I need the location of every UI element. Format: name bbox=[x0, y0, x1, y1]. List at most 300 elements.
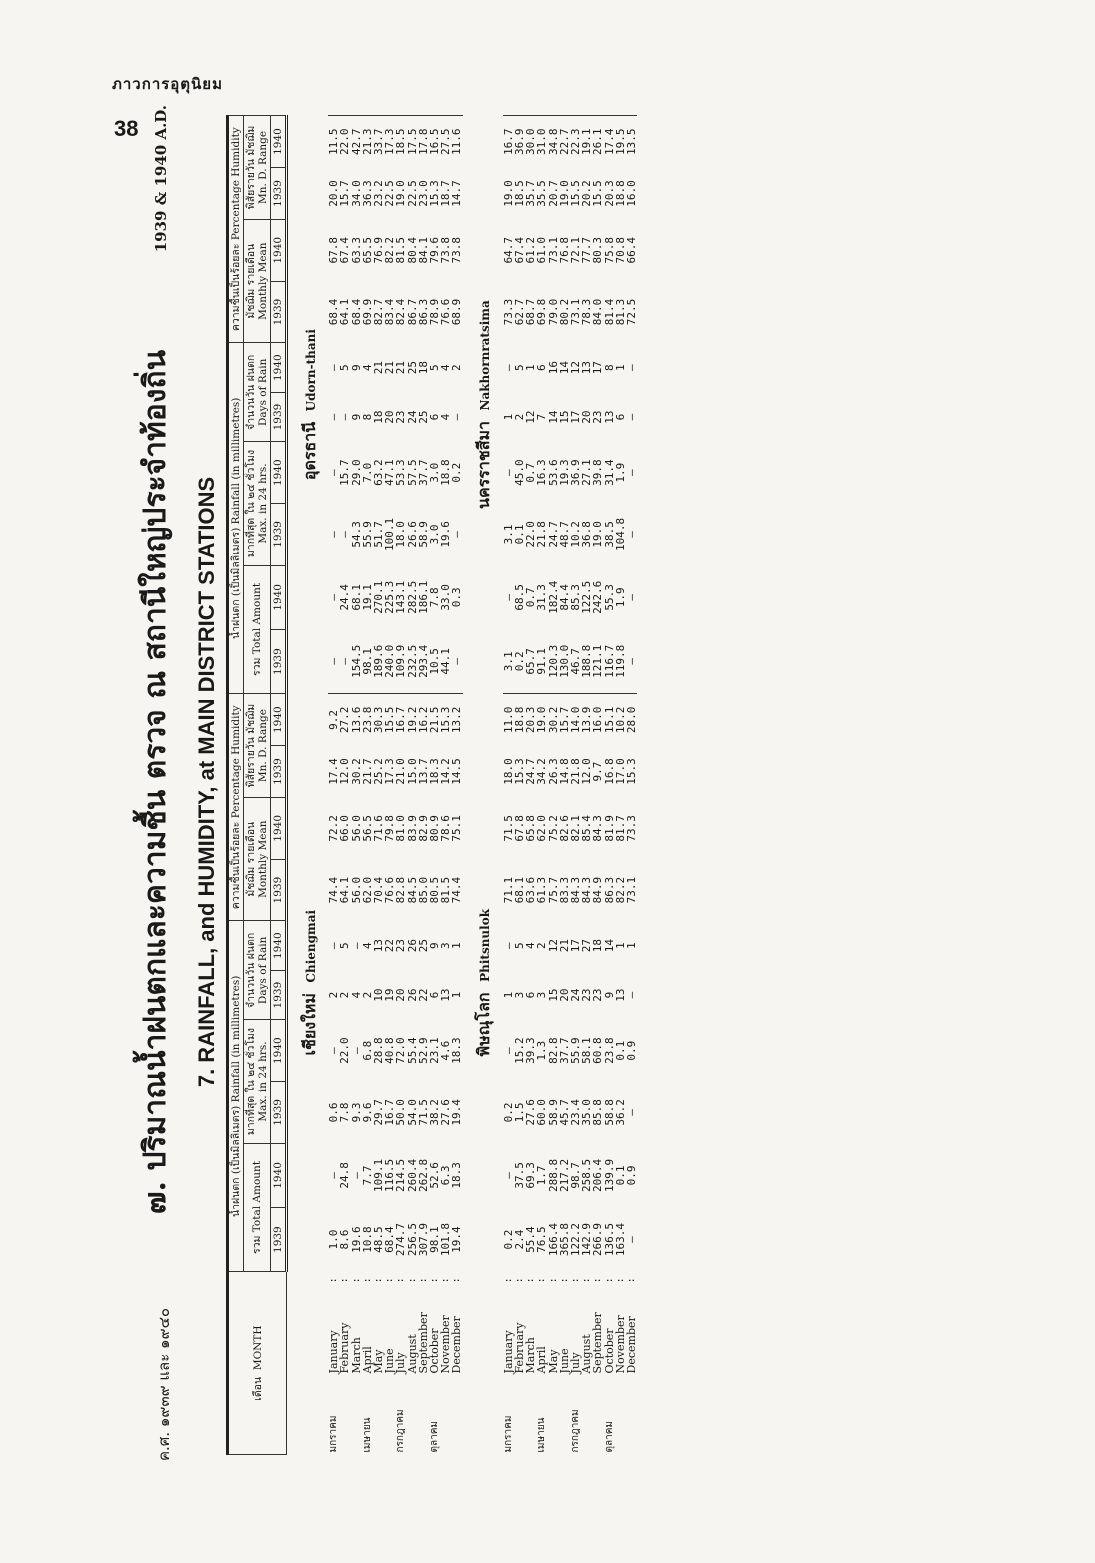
data-cell: 63.2 bbox=[372, 459, 386, 486]
data-cell: 9 bbox=[349, 413, 363, 421]
thai-month-label bbox=[351, 1375, 362, 1454]
data-cell: 23 bbox=[591, 988, 605, 1002]
data-cell: 30.3 bbox=[373, 694, 384, 746]
data-cell: 33.0 bbox=[439, 584, 453, 611]
station-name-en: Phitsnulok bbox=[478, 908, 493, 982]
data-cell: 55.4 bbox=[405, 1037, 419, 1064]
data-cell: 73.1 bbox=[546, 237, 560, 264]
data-cell: 3 bbox=[535, 991, 549, 999]
data-cell: 39.3 bbox=[524, 1037, 538, 1064]
data-cell: 45.0 bbox=[512, 459, 526, 486]
data-cell: 21 bbox=[394, 361, 408, 375]
station-name-thai: พิษณุโลก bbox=[474, 992, 494, 1057]
monthly-mean-header-2: มัชฌิม รายเดือน Monthly Mean bbox=[244, 219, 271, 343]
data-cell: 274.7 bbox=[394, 1223, 408, 1257]
data-cell: 217.2 bbox=[557, 1158, 571, 1192]
data-cell: 68.7 bbox=[524, 298, 538, 326]
data-cell: 17.3 bbox=[384, 116, 395, 168]
data-cell: 27.6 bbox=[524, 1099, 538, 1126]
thai-month-label: ตุลาคม bbox=[429, 1420, 441, 1453]
month-label: August bbox=[405, 1334, 419, 1374]
data-cell: 54.0 bbox=[405, 1099, 419, 1126]
data-cell: 63.3 bbox=[349, 237, 363, 264]
data-cell: 11.6 bbox=[451, 116, 462, 168]
data-cell: — bbox=[624, 1236, 638, 1243]
data-cell: 2 bbox=[535, 942, 549, 949]
station-name-thai: เชียงใหม่ bbox=[299, 993, 319, 1056]
data-cell: 86.3 bbox=[416, 298, 430, 326]
data-cell: 20.3 bbox=[525, 694, 536, 746]
data-cell: 14.8 bbox=[557, 758, 571, 785]
data-cell: 30.2 bbox=[349, 758, 363, 785]
station-name bbox=[287, 116, 329, 694]
data-cell: 19.5 bbox=[615, 116, 626, 168]
data-cell: 18.5 bbox=[395, 116, 406, 168]
data-cell: 9.3 bbox=[349, 1102, 363, 1123]
data-cell: 85.8 bbox=[591, 1099, 605, 1126]
thai-month-label bbox=[451, 1375, 462, 1454]
data-cell: 9 bbox=[602, 991, 616, 999]
month-label: September bbox=[591, 1312, 605, 1374]
data-cell: 71.1 bbox=[501, 876, 515, 904]
data-cell: 0.9 bbox=[624, 1040, 638, 1061]
data-cell: 63.6 bbox=[524, 876, 538, 904]
data-cell: 76.9 bbox=[372, 237, 386, 264]
data-cell: 85.4 bbox=[580, 815, 594, 842]
data-cell: 3.0 bbox=[428, 524, 442, 545]
data-cell: 142.9 bbox=[580, 1223, 594, 1257]
data-cell: 18.0 bbox=[501, 758, 515, 785]
month-label: July bbox=[394, 1352, 408, 1374]
data-cell: — bbox=[327, 658, 341, 665]
data-cell: 65.7 bbox=[524, 648, 538, 675]
month-label: April bbox=[535, 1346, 549, 1374]
data-cell: 40.8 bbox=[383, 1037, 397, 1064]
data-cell: 71.6 bbox=[372, 815, 386, 842]
data-cell: 27.1 bbox=[580, 459, 594, 486]
data-cell: 67.8 bbox=[512, 815, 526, 842]
data-cell: 64.1 bbox=[338, 298, 352, 326]
data-cell: 10.2 bbox=[568, 521, 582, 548]
data-cell: 75.7 bbox=[546, 876, 560, 904]
data-cell: 55.4 bbox=[524, 1226, 538, 1253]
data-cell: 23.4 bbox=[568, 1099, 582, 1126]
data-cell: 84.1 bbox=[416, 237, 430, 264]
data-cell: 82.6 bbox=[557, 815, 571, 842]
data-cell: 21.7 bbox=[360, 758, 374, 785]
data-cell: 120.3 bbox=[546, 644, 560, 678]
leader-dots: : bbox=[328, 1277, 340, 1284]
data-cell: 29.7 bbox=[372, 1099, 386, 1126]
leader-dots: : bbox=[603, 1277, 615, 1284]
data-cell: — bbox=[327, 364, 341, 371]
data-cell: 18.8 bbox=[439, 459, 453, 486]
data-cell: 17 bbox=[591, 361, 605, 375]
data-cell: 13.5 bbox=[626, 116, 637, 168]
leader-dots: : bbox=[581, 1277, 593, 1284]
data-cell: 1 bbox=[501, 413, 515, 421]
data-cell: 2 bbox=[327, 991, 341, 999]
data-cell: 64.1 bbox=[338, 876, 352, 904]
data-cell: 36.9 bbox=[568, 459, 582, 486]
data-cell: 57.5 bbox=[405, 459, 419, 486]
data-cell: 84.9 bbox=[591, 876, 605, 904]
data-cell: 2 bbox=[338, 991, 352, 999]
table-body bbox=[287, 116, 637, 1455]
data-cell: 16.7 bbox=[503, 116, 514, 168]
data-cell: 23.0 bbox=[416, 180, 430, 207]
data-cell: 9 bbox=[428, 942, 442, 949]
english-title: 7. RAINFALL, and HUMIDITY, at MAIN DISTRICT STATIONS bbox=[194, 476, 219, 1088]
data-cell: 26 bbox=[405, 988, 419, 1002]
data-cell: 18.3 bbox=[428, 758, 442, 785]
data-cell: — bbox=[624, 991, 638, 999]
data-cell: 69.8 bbox=[535, 298, 549, 326]
month-label: December bbox=[450, 1316, 464, 1374]
data-cell: 64.7 bbox=[501, 237, 515, 264]
data-cell: 82.9 bbox=[416, 815, 430, 842]
leader-dots: : bbox=[395, 1277, 407, 1284]
data-cell: 37.7 bbox=[557, 1037, 571, 1064]
data-cell: 7.8 bbox=[338, 1102, 352, 1123]
data-cell: 82.8 bbox=[546, 1037, 560, 1064]
data-cell: 214.5 bbox=[394, 1158, 408, 1192]
data-cell: 37.5 bbox=[512, 1162, 526, 1189]
data-cell: 72.1 bbox=[568, 237, 582, 264]
data-cell: 3 bbox=[512, 991, 526, 999]
data-cell: 101.8 bbox=[439, 1223, 453, 1257]
data-cell: 13.9 bbox=[581, 694, 592, 746]
data-cell: — bbox=[327, 1172, 341, 1179]
data-cell: 68.1 bbox=[349, 584, 363, 611]
data-cell: 68.4 bbox=[383, 1226, 397, 1253]
data-cell: 5 bbox=[428, 364, 442, 371]
data-cell: 3.1 bbox=[501, 524, 515, 545]
data-cell: 23.2 bbox=[372, 180, 386, 207]
data-cell: 15.7 bbox=[338, 180, 352, 207]
data-cell: 1.7 bbox=[535, 1165, 549, 1186]
data-cell: 232.5 bbox=[405, 644, 419, 678]
humidity-group-header-2: ความชื้นเป็นร้อยละ Percentage Humidity bbox=[228, 116, 244, 343]
data-cell: 4 bbox=[439, 413, 453, 421]
data-cell: 13 bbox=[439, 988, 453, 1002]
month-label: August bbox=[580, 1334, 594, 1374]
data-cell: 20.3 bbox=[602, 180, 616, 207]
data-cell: 10.8 bbox=[360, 1226, 374, 1253]
leader-dots: : bbox=[592, 1277, 604, 1284]
year-header-cell: 1940 bbox=[271, 797, 287, 859]
data-cell: 21.5 bbox=[429, 694, 440, 746]
data-cell: 22.0 bbox=[524, 521, 538, 548]
thai-month-label bbox=[418, 1375, 429, 1454]
month-label: June bbox=[383, 1348, 397, 1374]
month-label: October bbox=[428, 1328, 442, 1374]
leader-dots: : bbox=[502, 1277, 514, 1284]
data-cell: 0.2 bbox=[501, 1229, 515, 1250]
data-cell: 75.1 bbox=[450, 815, 464, 842]
data-cell: 36.2 bbox=[613, 1099, 627, 1126]
data-cell: 72.0 bbox=[394, 1037, 408, 1064]
data-cell: 16.8 bbox=[602, 758, 616, 785]
data-cell: 0.2 bbox=[512, 651, 526, 672]
data-cell: 116.5 bbox=[383, 1158, 397, 1192]
data-cell: 16.5 bbox=[429, 116, 440, 168]
data-cell: 15.7 bbox=[338, 459, 352, 486]
data-cell: 307.9 bbox=[416, 1223, 430, 1257]
data-cell: 7.0 bbox=[360, 462, 374, 483]
data-cell: 62.7 bbox=[512, 298, 526, 326]
data-cell: 31.4 bbox=[602, 459, 616, 486]
data-cell: — bbox=[624, 531, 638, 538]
data-cell: 68.4 bbox=[349, 298, 363, 326]
data-cell: 68.9 bbox=[450, 298, 464, 326]
data-cell: 25 bbox=[416, 410, 430, 424]
data-cell: 86.7 bbox=[405, 298, 419, 326]
data-cell: — bbox=[338, 413, 352, 421]
data-cell: 50.0 bbox=[394, 1099, 408, 1126]
data-cell: 68.5 bbox=[512, 584, 526, 611]
data-cell: 81.4 bbox=[602, 298, 616, 326]
data-cell: — bbox=[327, 413, 341, 421]
data-cell: 20 bbox=[580, 410, 594, 424]
data-cell: 11.0 bbox=[503, 694, 514, 746]
data-cell: 23 bbox=[394, 410, 408, 424]
data-cell: 100.1 bbox=[383, 517, 397, 551]
data-cell: 19.0 bbox=[557, 180, 571, 207]
data-cell: 38.2 bbox=[428, 1099, 442, 1126]
month-header: เดือน MONTH bbox=[228, 1272, 287, 1455]
data-cell: — bbox=[624, 658, 638, 665]
data-cell: 17.4 bbox=[327, 758, 341, 785]
data-cell: 14.0 bbox=[570, 694, 581, 746]
data-cell: 30.0 bbox=[525, 116, 536, 168]
station-name-en: Nakhornratsima bbox=[478, 300, 493, 411]
leader-dots: : bbox=[558, 1277, 570, 1284]
data-cell: 27.6 bbox=[439, 1099, 453, 1126]
data-cell: 81.7 bbox=[613, 815, 627, 842]
data-cell: 16 bbox=[546, 361, 560, 375]
leader-dots: : bbox=[373, 1277, 385, 1284]
data-cell: 143.1 bbox=[394, 580, 408, 614]
data-cell: 23 bbox=[394, 939, 408, 953]
year-header-cell: 1940 bbox=[271, 921, 287, 970]
humidity-group-header: ความชื้นเป็นร้อยละ Percentage Humidity bbox=[228, 694, 244, 921]
data-cell: 58.9 bbox=[416, 521, 430, 548]
data-cell: 34.2 bbox=[535, 758, 549, 785]
data-cell: 1 bbox=[524, 364, 538, 371]
range-header: พิสัยรายวัน มัชฌิม Mn. D. Range bbox=[244, 694, 271, 798]
data-cell: 18.3 bbox=[450, 1037, 464, 1064]
data-cell: — bbox=[450, 531, 464, 538]
data-cell: 83.4 bbox=[383, 298, 397, 326]
data-cell: 23 bbox=[580, 988, 594, 1002]
data-cell: 45.7 bbox=[557, 1099, 571, 1126]
data-cell: 1.9 bbox=[613, 462, 627, 483]
data-cell: 25.2 bbox=[372, 758, 386, 785]
data-cell: 22.3 bbox=[570, 116, 581, 168]
data-cell: 28.8 bbox=[372, 1037, 386, 1064]
table-row bbox=[536, 116, 547, 1455]
data-cell: 4 bbox=[439, 364, 453, 371]
data-cell: 80.9 bbox=[428, 815, 442, 842]
data-cell: 71.5 bbox=[416, 1099, 430, 1126]
data-cell: 13.2 bbox=[451, 694, 462, 746]
data-cell: 21.8 bbox=[535, 521, 549, 548]
data-cell: 20.2 bbox=[580, 180, 594, 207]
data-cell: 2 bbox=[450, 364, 464, 371]
data-cell: 0.3 bbox=[450, 587, 464, 608]
data-cell: 77.7 bbox=[580, 237, 594, 264]
data-cell: 15.3 bbox=[440, 694, 451, 746]
data-cell: 16.7 bbox=[383, 1099, 397, 1126]
year-label: 1939 & 1940 A.D. bbox=[152, 105, 170, 253]
thai-month-label: กรกฎาคม bbox=[395, 1409, 407, 1453]
data-cell: 3.1 bbox=[501, 651, 515, 672]
month-label: April bbox=[360, 1346, 374, 1374]
data-cell: 36.8 bbox=[580, 521, 594, 548]
data-cell: 16.0 bbox=[592, 694, 603, 746]
data-cell: 84.5 bbox=[405, 876, 419, 904]
data-cell: — bbox=[501, 1172, 515, 1179]
data-cell: 38.5 bbox=[602, 521, 616, 548]
data-cell: 26.1 bbox=[592, 116, 603, 168]
data-cell: 186.1 bbox=[416, 580, 430, 614]
data-cell: 18.0 bbox=[394, 521, 408, 548]
data-cell: 47.1 bbox=[383, 459, 397, 486]
data-cell: — bbox=[349, 1047, 363, 1054]
data-cell: 17 bbox=[568, 939, 582, 953]
data-cell: 18 bbox=[416, 361, 430, 375]
data-cell: 23.8 bbox=[362, 694, 373, 746]
month-label: November bbox=[439, 1315, 453, 1374]
data-cell: 1 bbox=[450, 942, 464, 949]
data-cell: — bbox=[501, 594, 515, 601]
data-cell: 82.7 bbox=[372, 298, 386, 326]
data-cell: 12 bbox=[568, 361, 582, 375]
data-cell: 73.3 bbox=[624, 815, 638, 842]
data-cell: 78.3 bbox=[580, 298, 594, 326]
year-header-cell: 1939 bbox=[271, 1208, 287, 1272]
data-cell: 282.5 bbox=[405, 580, 419, 614]
data-cell: 240.0 bbox=[383, 644, 397, 678]
data-cell: 121.1 bbox=[591, 644, 605, 678]
data-cell: 19.0 bbox=[536, 694, 547, 746]
data-cell: 53.6 bbox=[546, 459, 560, 486]
data-cell: 19 bbox=[383, 988, 397, 1002]
data-cell: 22.7 bbox=[559, 116, 570, 168]
year-header-cell: 1940 bbox=[271, 1020, 287, 1082]
data-cell: 15.3 bbox=[428, 180, 442, 207]
data-cell: 35.5 bbox=[535, 180, 549, 207]
data-cell: 22 bbox=[383, 939, 397, 953]
table-row bbox=[395, 116, 406, 1455]
data-cell: 19.4 bbox=[450, 1099, 464, 1126]
rotated-table-page bbox=[138, 97, 968, 1467]
data-cell: 42.7 bbox=[351, 116, 362, 168]
data-cell: 22.0 bbox=[338, 1037, 352, 1064]
data-cell: 6 bbox=[535, 364, 549, 371]
data-cell: 18.8 bbox=[514, 694, 525, 746]
data-cell: 104.8 bbox=[613, 517, 627, 551]
data-cell: 98.7 bbox=[568, 1162, 582, 1189]
data-cell: 1 bbox=[501, 991, 515, 999]
data-cell: 23 bbox=[591, 410, 605, 424]
data-cell: 163.4 bbox=[613, 1223, 627, 1257]
data-cell: 83.3 bbox=[557, 876, 571, 904]
table-row bbox=[451, 116, 462, 1455]
data-cell: 0.1 bbox=[613, 1040, 627, 1061]
data-cell: 60.0 bbox=[535, 1099, 549, 1126]
data-cell: 206.4 bbox=[591, 1158, 605, 1192]
data-cell: 30.2 bbox=[548, 694, 559, 746]
data-cell: 17 bbox=[568, 410, 582, 424]
data-cell: 365.8 bbox=[557, 1223, 571, 1257]
data-cell: 1 bbox=[613, 942, 627, 949]
data-cell: 37.7 bbox=[416, 459, 430, 486]
data-cell: 3.0 bbox=[428, 462, 442, 483]
data-cell: — bbox=[450, 413, 464, 421]
data-cell: 84.0 bbox=[591, 298, 605, 326]
month-label: February bbox=[512, 1322, 526, 1374]
year-header-row bbox=[271, 116, 287, 1455]
data-cell: 82.2 bbox=[613, 876, 627, 904]
thai-month-label bbox=[626, 1375, 637, 1454]
month-label: September bbox=[416, 1312, 430, 1374]
data-cell: 6 bbox=[524, 991, 538, 999]
data-cell: 36.3 bbox=[360, 180, 374, 207]
data-cell: 24.8 bbox=[338, 1162, 352, 1189]
data-cell: 15.5 bbox=[384, 694, 395, 746]
data-cell: 34.0 bbox=[349, 180, 363, 207]
data-cell: 80.4 bbox=[405, 237, 419, 264]
year-header-cell: 1940 bbox=[271, 694, 287, 746]
data-cell: — bbox=[327, 531, 341, 538]
data-cell: 73.3 bbox=[501, 298, 515, 326]
leader-dots: : bbox=[513, 1277, 525, 1284]
data-cell: 266.9 bbox=[591, 1223, 605, 1257]
data-cell: 27.2 bbox=[339, 694, 350, 746]
data-cell: 72.2 bbox=[327, 815, 341, 842]
data-cell: 16.0 bbox=[624, 180, 638, 207]
data-cell: 35.0 bbox=[580, 1099, 594, 1126]
data-cell: 7 bbox=[535, 413, 549, 421]
thai-year-caption: ค.ศ. ๑๙๓๙ และ ๑๙๔๐ bbox=[155, 1307, 173, 1461]
data-cell: 20.7 bbox=[546, 180, 560, 207]
data-cell: 109.9 bbox=[394, 644, 408, 678]
data-cell: 12.0 bbox=[580, 758, 594, 785]
thai-month-label bbox=[373, 1375, 384, 1454]
data-cell: 80.3 bbox=[591, 237, 605, 264]
data-cell: 73.8 bbox=[450, 237, 464, 264]
data-cell: 78.6 bbox=[439, 815, 453, 842]
data-cell: 19.1 bbox=[360, 584, 374, 611]
data-cell: 13.7 bbox=[416, 758, 430, 785]
data-cell: 15.0 bbox=[405, 758, 419, 785]
data-cell: 48.5 bbox=[372, 1226, 386, 1253]
data-cell: 10 bbox=[372, 988, 386, 1002]
data-cell: 4 bbox=[360, 942, 374, 949]
data-cell: 1 bbox=[450, 991, 464, 999]
data-cell: 69.9 bbox=[360, 298, 374, 326]
month-label: June bbox=[557, 1348, 571, 1374]
data-cell: 293.4 bbox=[416, 644, 430, 678]
data-cell: 21.3 bbox=[362, 116, 373, 168]
thai-month-label bbox=[440, 1375, 451, 1454]
data-cell: 6 bbox=[428, 991, 442, 999]
leader-dots: : bbox=[625, 1277, 637, 1284]
data-cell: 21 bbox=[557, 939, 571, 953]
month-label: January bbox=[501, 1330, 515, 1374]
